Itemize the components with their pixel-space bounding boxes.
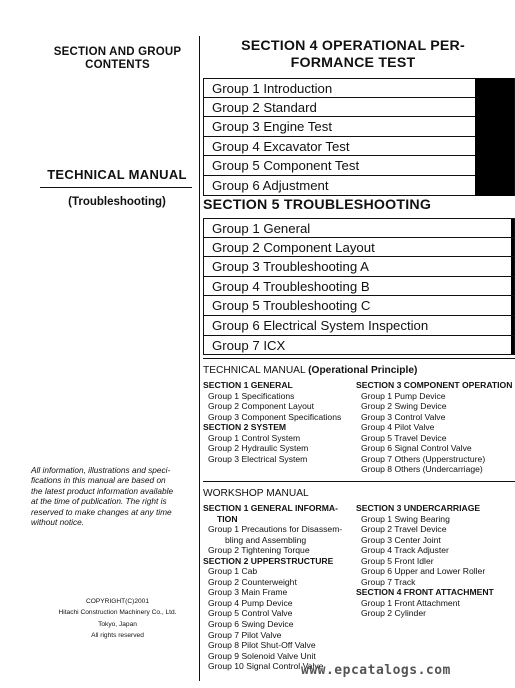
group-entry: Group 5 Front Idler [361, 555, 434, 566]
group-entry: Group 1 Pump Device [361, 390, 446, 401]
section-heading: SECTION 1 GENERAL [203, 380, 293, 390]
group-entry: Group 8 Pilot Shut-Off Valve [208, 640, 316, 651]
section-5-title: SECTION 5 TROUBLESHOOTING [203, 197, 432, 213]
copyright-line: Hitachi Construction Machinery Co., Ltd. [58, 609, 177, 617]
group-label: Group 2 Standard [212, 99, 317, 115]
section-4-group-list [203, 78, 515, 196]
group-label: Group 1 Introduction [212, 81, 333, 96]
section-4-group-3[interactable] [203, 117, 515, 137]
section-4-group-5[interactable] [203, 156, 515, 176]
index-edge [511, 257, 514, 276]
copyright-block [40, 596, 195, 641]
group-entry: Group 1 Specifications [208, 390, 295, 401]
section-5-group-2[interactable] [203, 238, 515, 258]
group-entry: Group 9 Solenoid Valve Unit [208, 650, 316, 661]
section-group-line-1: SECTION AND GROUP [53, 46, 182, 58]
group-entry: Group 1 Cab [208, 566, 258, 577]
notice-line: without notice. [31, 517, 85, 528]
group-entry: Group 2 Cylinder [361, 608, 426, 619]
notice-line: reserved to make changes at any time [31, 506, 172, 517]
workshop-heading: WORKSHOP MANUAL [203, 488, 309, 499]
tm-operational-heading-b: (Operational Principle) [308, 365, 418, 376]
notice-line: at the time of publication. The right is [31, 496, 167, 507]
group-entry: Group 1 Control System [208, 432, 301, 443]
index-edge [511, 219, 514, 237]
group-entry: Group 3 Control Valve [361, 411, 446, 422]
group-entry: Group 2 Tightening Torque [208, 545, 310, 556]
manual-title: TECHNICAL MANUAL [47, 167, 187, 182]
group-entry: Group 8 Others (Undercarriage) [361, 464, 483, 475]
manual-subtitle: (Troubleshooting) [68, 196, 166, 208]
index-tab [475, 116, 514, 137]
section-5-group-list [203, 218, 515, 355]
group-entry: bling and Assembling [225, 534, 307, 545]
index-edge [511, 316, 514, 335]
group-label: Group 4 Troubleshooting B [212, 278, 370, 294]
section-heading: SECTION 3 UNDERCARRIAGE [356, 503, 481, 513]
index-tab [475, 97, 514, 118]
index-tab [475, 136, 514, 157]
group-label: Group 3 Engine Test [212, 119, 332, 135]
section-5-group-7[interactable] [203, 336, 515, 356]
group-entry: Group 3 Main Frame [208, 587, 288, 598]
group-entry: Group 2 Counterweight [208, 576, 297, 587]
watermark: www.epcatalogs.com [301, 663, 451, 678]
notice-line: fications in this manual are based on [31, 475, 166, 486]
group-entry: Group 2 Swing Device [361, 401, 447, 412]
index-edge [511, 238, 514, 257]
tm-operational-left-column [203, 380, 355, 464]
section-heading: SECTION 1 GENERAL INFORMA- [203, 503, 338, 513]
group-entry: Group 1 Swing Bearing [361, 513, 450, 524]
section-heading: SECTION 3 COMPONENT OPERATION [356, 380, 513, 390]
notice-line: All information, illustrations and speci- [31, 465, 171, 475]
copyright-line: Tokyo, Japan [98, 620, 137, 628]
tm-operational-heading [203, 365, 417, 377]
index-edge [511, 277, 514, 296]
notice-text [31, 465, 196, 527]
group-label: Group 1 General [212, 221, 311, 236]
copyright-line: All rights reserved [91, 631, 144, 639]
manual-title-rule [40, 187, 192, 188]
group-entry: Group 2 Hydraulic System [208, 443, 309, 454]
index-edge [511, 296, 514, 315]
section-divider-rule [203, 481, 515, 482]
section-5-group-4[interactable] [203, 277, 515, 297]
group-entry: Group 7 Track [361, 576, 416, 587]
group-entry: Group 2 Component Layout [208, 401, 315, 412]
section-5-group-6[interactable] [203, 316, 515, 336]
section-4-title-line-2: FORMANCE TEST [290, 55, 416, 71]
group-label: Group 5 Troubleshooting C [212, 298, 371, 314]
section-divider-rule [203, 358, 515, 359]
group-entry: Group 6 Swing Device [208, 619, 294, 630]
group-label: Group 4 Excavator Test [212, 138, 350, 154]
group-entry: Group 1 Front Attachment [361, 597, 460, 608]
tm-operational-right-column [356, 380, 515, 475]
group-entry: Group 4 Track Adjuster [361, 545, 449, 556]
group-label: Group 6 Electrical System Inspection [212, 317, 429, 333]
section-5-group-1[interactable] [203, 218, 515, 238]
section-heading: SECTION 2 SYSTEM [203, 422, 287, 433]
group-label: Group 3 Troubleshooting A [212, 259, 369, 275]
section-and-group-heading [40, 46, 195, 72]
group-entry: Group 1 Precautions for Disassem- [208, 524, 343, 535]
group-entry: Group 7 Others (Upperstructure) [361, 453, 486, 464]
group-entry: Group 7 Pilot Valve [208, 629, 282, 640]
index-tab [475, 155, 514, 176]
section-4-group-4[interactable] [203, 137, 515, 157]
group-entry: Group 2 Travel Device [361, 524, 447, 535]
group-entry: Group 6 Upper and Lower Roller [361, 566, 486, 577]
section-4-title [203, 38, 503, 72]
notice-line: the latest product information available [31, 485, 174, 496]
group-entry: Group 5 Control Valve [208, 608, 293, 619]
section-5-group-3[interactable] [203, 257, 515, 277]
section-5-group-5[interactable] [203, 296, 515, 316]
group-label: Group 2 Component Layout [212, 239, 375, 255]
group-entry: Group 3 Component Specifications [208, 411, 342, 422]
section-4-group-6[interactable] [203, 176, 515, 196]
copyright-line: COPYRIGHT(C)2001 [85, 598, 150, 605]
section-4-group-1[interactable] [203, 78, 515, 98]
group-label: Group 6 Adjustment [212, 177, 329, 193]
group-entry: Group 10 Signal Control Valve [208, 661, 324, 672]
section-4-group-2[interactable] [203, 98, 515, 118]
vertical-divider [199, 36, 200, 681]
group-label: Group 5 Component Test [212, 158, 360, 174]
group-entry: Group 4 Pump Device [208, 597, 293, 608]
group-entry: Group 3 Center Joint [361, 534, 441, 545]
section-heading: TION [217, 513, 238, 524]
group-entry: Group 6 Signal Control Valve [361, 443, 472, 454]
group-entry: Group 3 Electrical System [208, 453, 308, 464]
section-heading: SECTION 2 UPPERSTRUCTURE [203, 555, 334, 566]
group-entry: Group 4 Pilot Valve [361, 422, 435, 433]
index-edge [511, 336, 514, 355]
section-4-title-line-1: SECTION 4 OPERATIONAL PER- [241, 38, 465, 54]
tm-operational-heading-a: TECHNICAL MANUAL [203, 365, 306, 376]
workshop-left-column [203, 503, 355, 672]
section-group-line-2: CONTENTS [85, 59, 150, 71]
index-tab [475, 78, 514, 98]
workshop-right-column [356, 503, 515, 619]
section-heading: SECTION 4 FRONT ATTACHMENT [356, 587, 494, 598]
index-tab [475, 175, 514, 196]
group-entry: Group 5 Travel Device [361, 432, 447, 443]
group-label: Group 7 ICX [212, 337, 286, 353]
